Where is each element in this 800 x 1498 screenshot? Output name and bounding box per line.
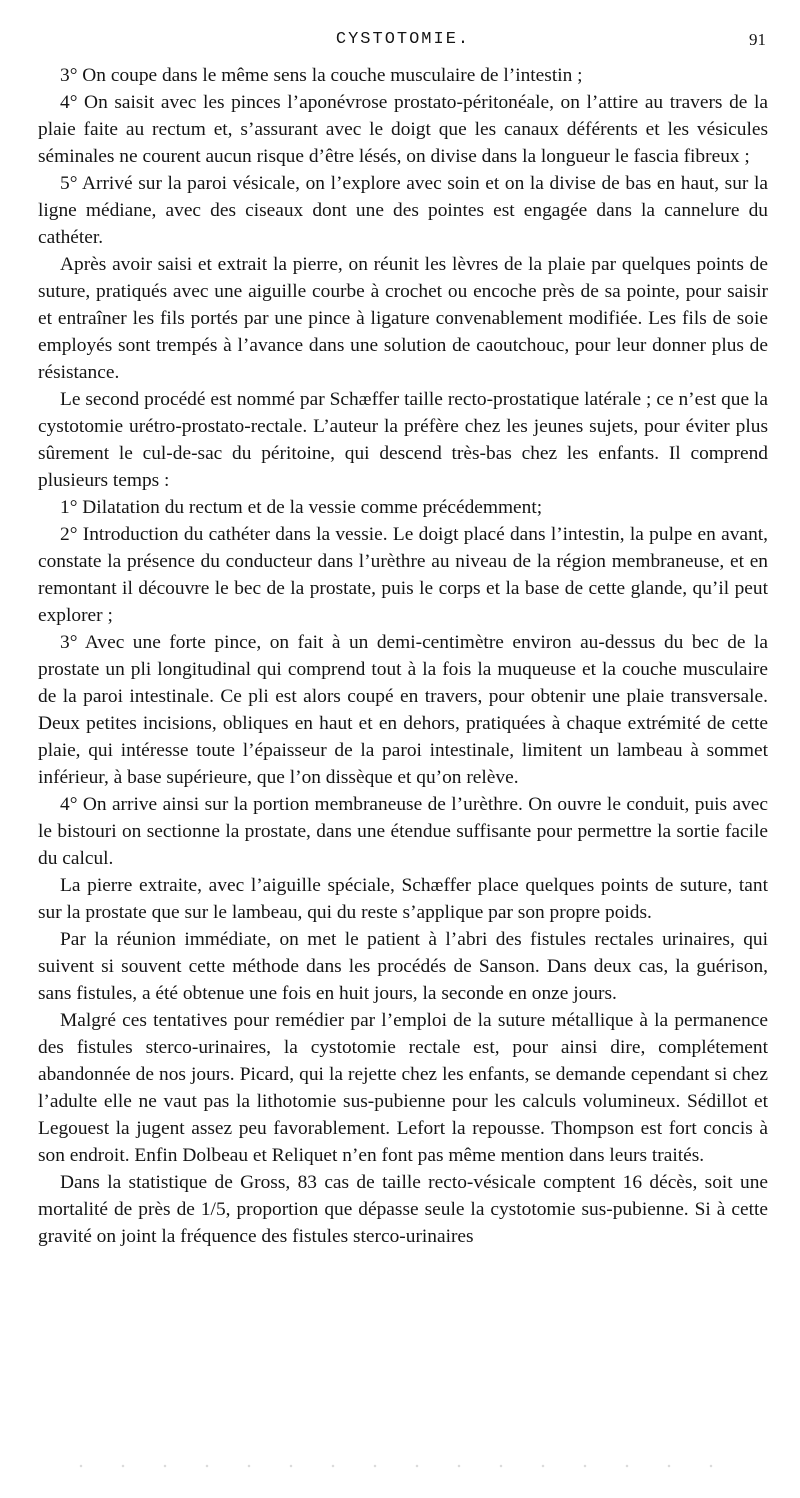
paragraph-step-4: 4° On saisit avec les pinces l’aponévrose prostato-péritonéale, on l’attire au travers de la plaie faite au rectum et, s’assurant avec le doigt que les canaux déférents et les vésicules séminales ne courent aucun risque d’être lésés, on divise dans la longueur le fascia fibreux ; [38,92,768,167]
paragraph-statistics: Dans la statistique de Gross, 83 cas de taille recto-vésicale comptent 16 décès, soit une mortalité de près de 1/5, proportion que dépasse seule la cystotomie sus-pubienne. Si à cette gravité on joint la fréquence des fistules sterco-urinaires [38,1172,768,1247]
bleed-through-noise [60,1464,740,1468]
body-text [38,62,768,1250]
paragraph-stone-extracted: La pierre extraite, avec l’aiguille spéciale, Schæffer place quelques points de suture, tant sur la prostate que sur le lambeau, qui du reste s’applique par son propre poids. [38,875,768,923]
paragraph-step-3: 3° On coupe dans le même sens la couche musculaire de l’intestin ; [60,65,583,86]
paragraph-suture: Après avoir saisi et extrait la pierre, on réunit les lèvres de la plaie par quelques points de suture, pratiqués avec une aiguille courbe à crochet ou encoche près de sa pointe, pour saisir et entraîner les fils portés par une pince à ligature convenablement modifiée. Les fils de soie employés sont trempés à l’avance dans une solution de caoutchouc, pour leur donner plus de résistance. [38,254,768,383]
book-page [38,26,768,1250]
paragraph-second-procedure: Le second procédé est nommé par Schæffer taille recto-prostatique latérale ; ce n’est que la cystotomie urétro-prostato-rectale. L’auteur la préfère chez les jeunes sujets, pour éviter plus sûrement le cul-de-sac du péritoine, qui descend très-bas chez les enfants. Il comprend plusieurs temps : [38,389,768,491]
paragraph-time-2: 2° Introduction du cathéter dans la vessie. Le doigt placé dans l’intestin, la pulpe en avant, constate la présence du conducteur dans l’urèthre au niveau de la région membraneuse, et en remontant il découvre le bec de la prostate, puis le corps et la base de cette glande, qu’il peut explorer ; [38,524,768,626]
page-number: 91 [749,30,766,49]
running-head-title: CYSTOTOMIE. [335,30,471,49]
running-head [38,26,768,62]
paragraph-step-5: 5° Arrivé sur la paroi vésicale, on l’explore avec soin et on la divise de bas en haut, sur la ligne médiane, avec des ciseaux dont une des pointes est engagée dans la cannelure du cathéter. [38,173,768,248]
paragraph-time-3: 3° Avec une forte pince, on fait à un demi-centimètre environ au-dessus du bec de la prostate un pli longitudinal qui comprend tout à la fois la muqueuse et la couche musculaire de la paroi intestinale. Ce pli est alors coupé en travers, pour obtenir une plaie transversale. Deux petites incisions, obliques en haut et en dehors, pratiquées à chaque extrémité de cette plaie, qui intéresse toute l’épaisseur de la paroi intestinale, limitent un lambeau à sommet inférieur, à base supérieure, que l’on dissèque et qu’on relève. [38,632,768,788]
paragraph-time-4: 4° On arrive ainsi sur la portion membraneuse de l’urèthre. On ouvre le conduit, puis avec le bistouri on sectionne la prostate, dans une étendue suffisante pour permettre la sortie facile du calcul. [38,794,768,869]
paragraph-immediate-union: Par la réunion immédiate, on met le patient à l’abri des fistules rectales urinaires, qui suivent si souvent cette méthode dans les procédés de Sanson. Dans deux cas, la guérison, sans fistules, a été obtenue une fois en huit jours, la seconde en onze jours. [38,929,768,1004]
paragraph-abandonment: Malgré ces tentatives pour remédier par l’emploi de la suture métallique à la permanence des fistules sterco-urinaires, la cystotomie rectale est, pour ainsi dire, complétement abandonnée de nos jours. Picard, qui la rejette chez les enfants, se demande cependant si chez l’adulte elle ne vaut pas la lithotomie sus-pubienne pour les calculs volumineux. Sédillot et Legouest la jugent assez peu favorablement. Lefort la repousse. Thompson est fort concis à son endroit. Enfin Dolbeau et Reliquet n’en font pas même mention dans leurs traités. [38,1010,768,1166]
paragraph-time-1: 1° Dilatation du rectum et de la vessie comme précédemment; [60,497,543,518]
